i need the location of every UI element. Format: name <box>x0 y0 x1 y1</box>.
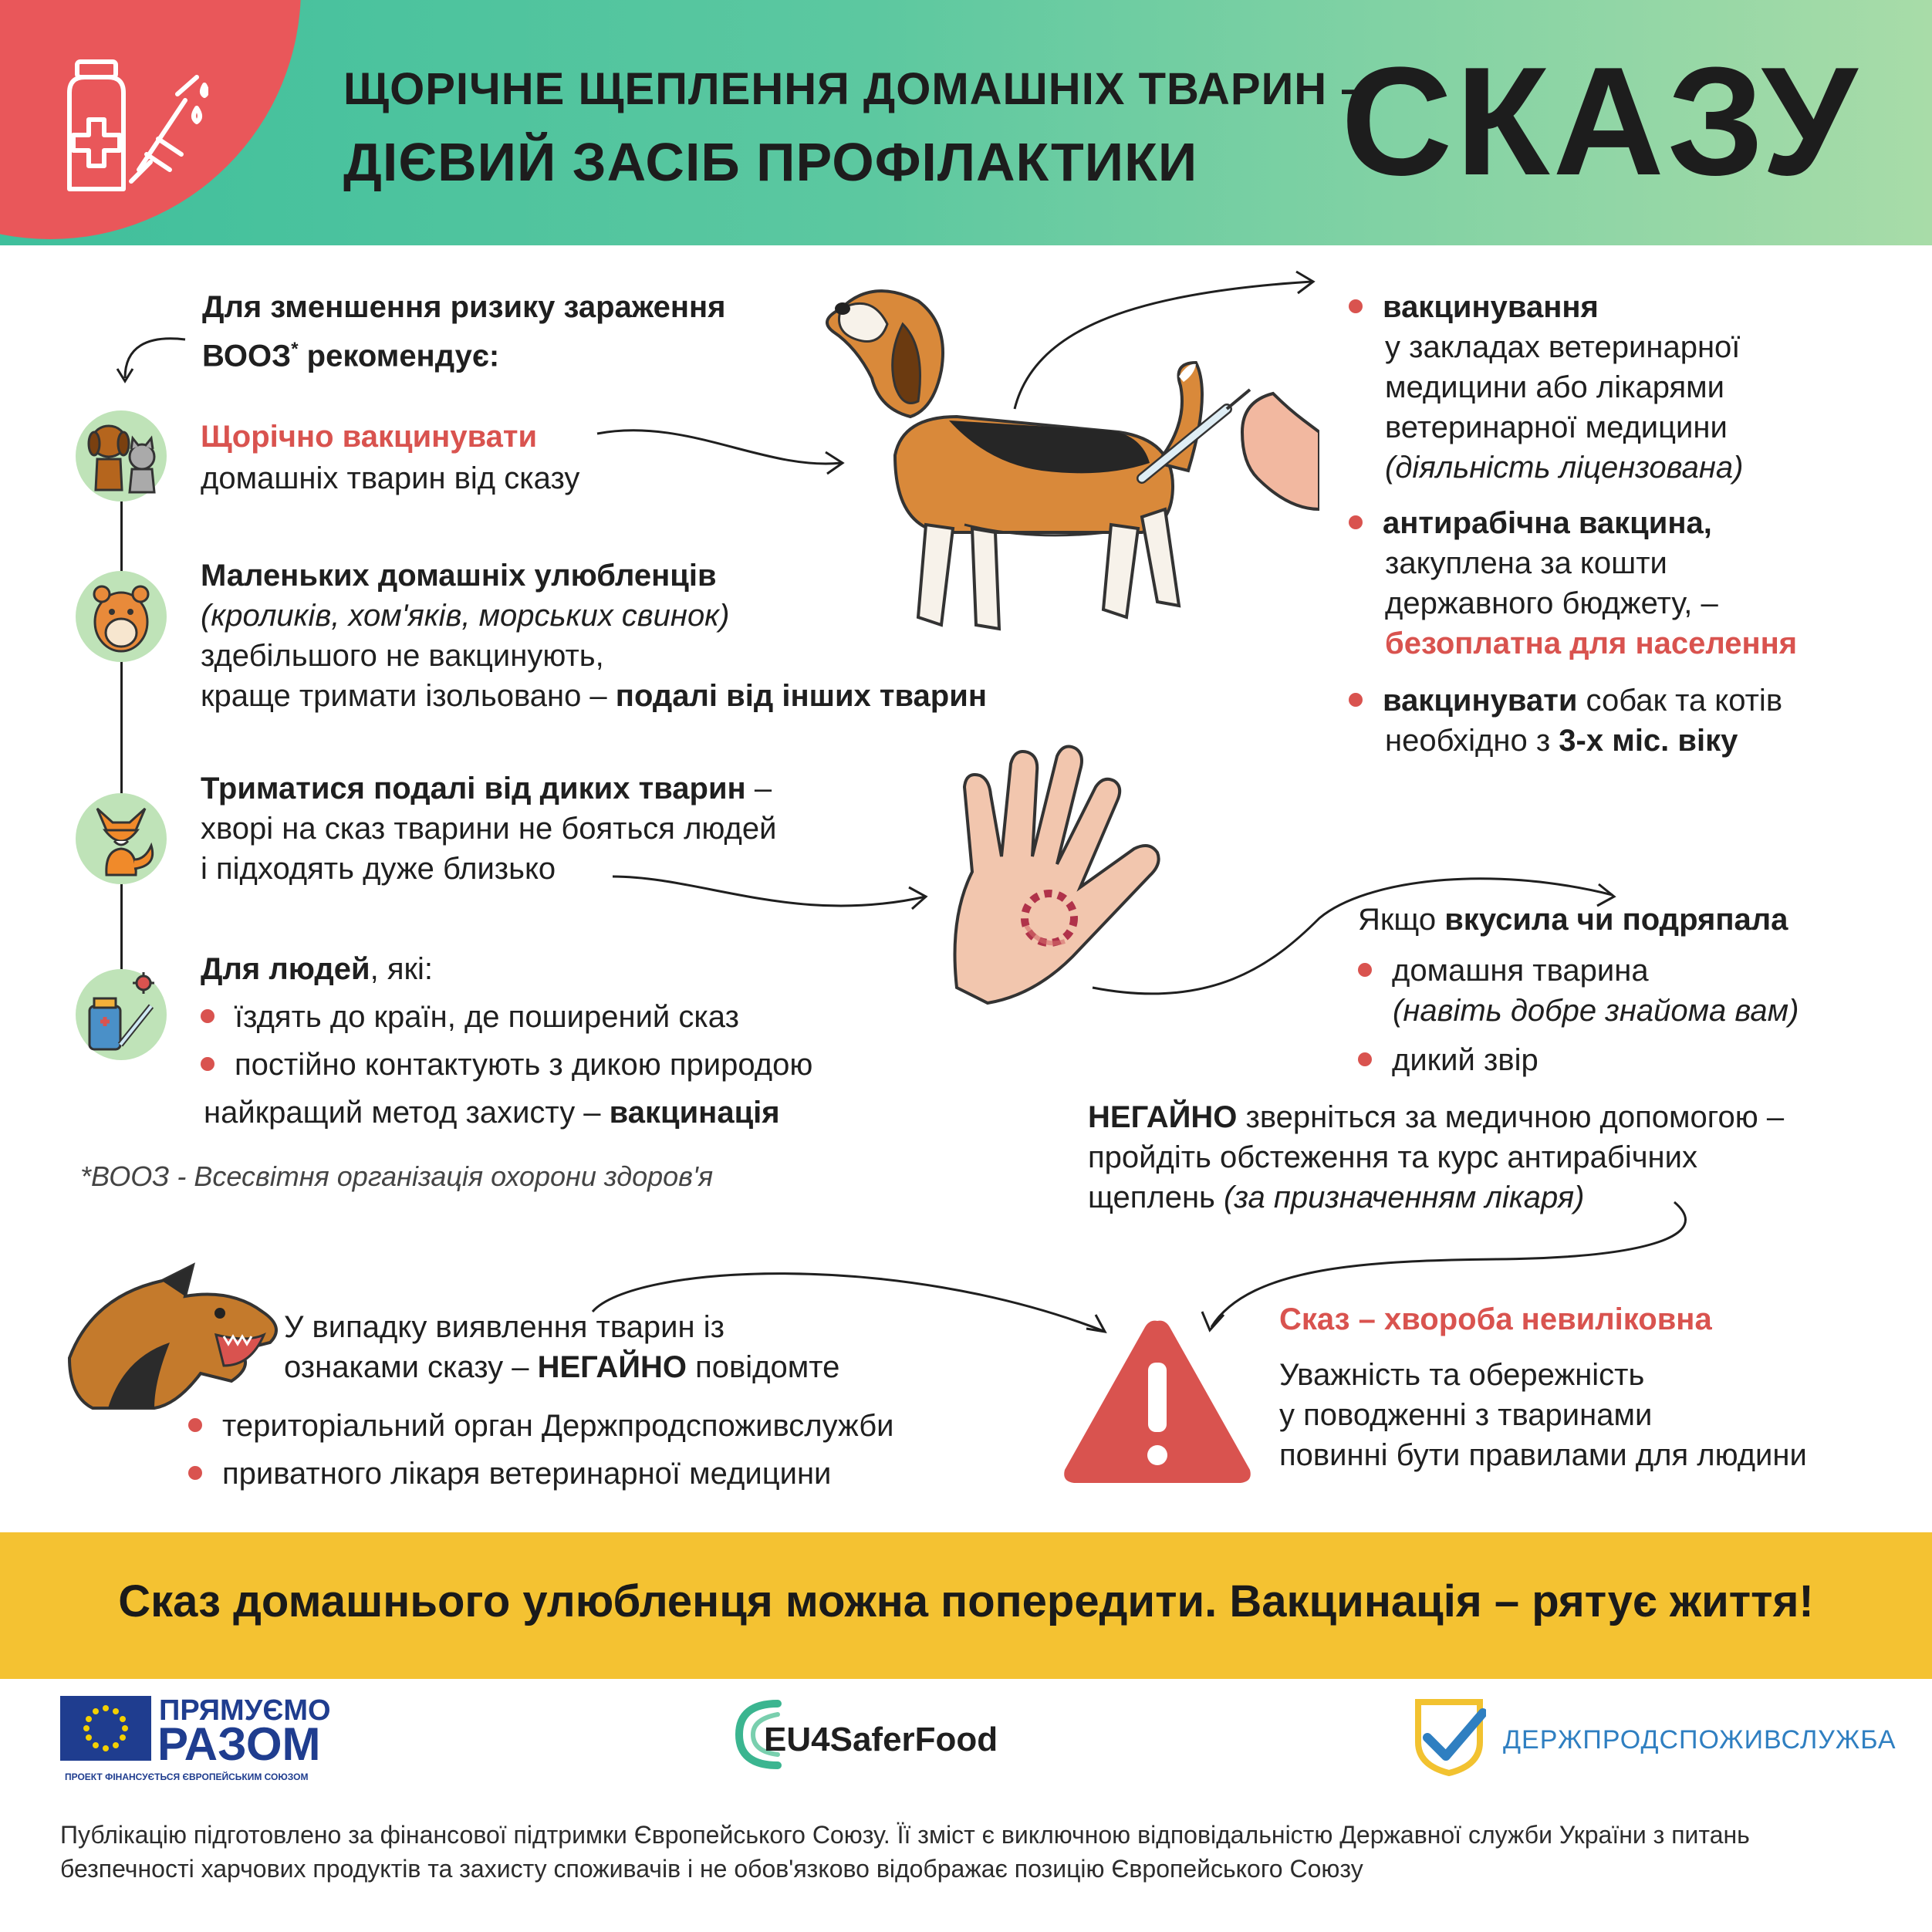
arrow-to-dog <box>594 401 864 478</box>
report-line1: У випадку виявлення тварин із <box>284 1310 724 1344</box>
logo-pryamuemo-line2: РАЗОМ <box>157 1718 321 1770</box>
item3-title: Триматися подалі від диких тварин – <box>201 772 772 806</box>
dog-cat-icon <box>74 409 168 503</box>
item2-title: Маленьких домашніх улюбленців <box>201 559 717 593</box>
dps-shield-check-icon <box>1412 1696 1486 1776</box>
bite-bullet1: домашня тварина <box>1358 951 1649 991</box>
bullet-dot <box>201 1057 214 1071</box>
right-bullet1-l3: медицини або лікарями <box>1385 370 1725 404</box>
urgent-line3: щеплень (за призначенням лікаря) <box>1088 1180 1585 1214</box>
disclaimer-text: Публікацію підготовлено за фінансової підтримки Європейського Союзу. Її зміст є виключною відповідальністю Державної служби України з питань безпечності харчових продуктів та захисту споживачів і не обов'язково відображає позицію Європейського Союзу <box>60 1821 1750 1883</box>
arrow-to-hand <box>610 864 941 941</box>
logo-dps: ДЕРЖПРОДСПОЖИВСЛУЖБА <box>1503 1725 1897 1755</box>
report-bullet1: територіальний орган Держпродспоживслужби <box>188 1406 894 1447</box>
slogan-text: Сказ домашнього улюбленця можна попередити. Вакцинація – рятує життя! <box>118 1576 1814 1626</box>
logo-pryamuemo-line1: ПРЯМУЄМО <box>159 1694 331 1727</box>
right-bullet1-l5: (діяльність ліцензована) <box>1385 451 1744 485</box>
header-title-line1: ЩОРІЧНЕ ЩЕПЛЕННЯ ДОМАШНІХ ТВАРИН – <box>343 64 1366 114</box>
logo-eu4saferfood: EU4SaferFood <box>764 1721 998 1758</box>
aggressive-dog-illustration <box>62 1250 293 1412</box>
header-title-line2: ДІЄВИЙ ЗАСІБ ПРОФІЛАКТИКИ <box>343 132 1198 192</box>
right-bullet2-l4: безоплатна для населення <box>1385 627 1798 660</box>
warning-triangle-icon <box>1057 1312 1258 1489</box>
bite-bullet2: дикий звір <box>1358 1040 1539 1081</box>
right-bullet1-title: вакцинування <box>1349 287 1599 328</box>
vaccine-bottle-syringe-icon <box>54 54 208 201</box>
item4-title: Для людей, які: <box>201 952 434 986</box>
item4-bullet1: їздять до країн, де поширений сказ <box>201 997 739 1038</box>
item2-line4: краще тримати ізольовано – подалі від інших тварин <box>201 679 987 713</box>
right-bullet3: вакцинувати собак та котів <box>1349 681 1782 721</box>
fox-icon <box>74 792 168 886</box>
bullet-dot <box>1349 693 1363 707</box>
bullet-dot <box>188 1418 202 1432</box>
urgent-line2: пройдіть обстеження та курс антирабічних <box>1088 1140 1697 1174</box>
item4-bullet2: постійно контактують з дикою природою <box>201 1045 812 1086</box>
item4-protection: найкращий метод захисту – вакцинація <box>204 1096 780 1130</box>
bite-lead: Якщо вкусила чи подряпала <box>1358 903 1788 937</box>
incurable-line2: у поводженні з тваринами <box>1279 1398 1653 1432</box>
header-title-big: СКАЗУ <box>1341 35 1861 208</box>
item1-title: Щорічно вакцинувати <box>201 420 538 454</box>
item2-italic: (кроликів, хом'яків, морських свинок) <box>201 599 730 633</box>
right-bullet1-l2: у закладах ветеринарної <box>1385 330 1741 364</box>
item2-line3: здебільшого не вакцинують, <box>201 639 604 673</box>
incurable-title: Сказ – хвороба невиліковна <box>1279 1302 1712 1336</box>
item3-line3: і підходять дуже близько <box>201 852 556 886</box>
bullet-dot <box>1358 963 1372 977</box>
bullet-dot <box>1349 299 1363 313</box>
timeline-line <box>120 463 123 1018</box>
report-bullet2: приватного лікаря ветеринарної медицини <box>188 1454 831 1495</box>
logo-pryamuemo-sub: ПРОЕКТ ФІНАНСУЄТЬСЯ ЄВРОПЕЙСЬКИМ СОЮЗОМ <box>65 1772 309 1782</box>
footnote: *ВООЗ - Всесвітня організація охорони здоров'я <box>80 1160 714 1192</box>
report-line2: ознаками сказу – НЕГАЙНО повідомте <box>284 1350 840 1384</box>
right-bullet2-l2: закуплена за кошти <box>1385 546 1667 580</box>
eu-flag-icon <box>60 1696 151 1761</box>
hamster-icon <box>74 569 168 664</box>
right-bullet3-l2: необхідно з 3-х міс. віку <box>1385 724 1738 758</box>
intro-line1: Для зменшення ризику зараження <box>202 290 726 324</box>
urgent-line1: НЕГАЙНО зверніться за медичною допомогою – <box>1088 1100 1785 1134</box>
item1-text: домашніх тварин від сказу <box>201 461 580 495</box>
vaccine-virus-icon <box>74 968 168 1062</box>
incurable-line1: Уважність та обережність <box>1279 1358 1645 1392</box>
arrow-to-warning <box>586 1258 1126 1343</box>
item3-line2: хворі на сказ тварини не бояться людей <box>201 812 777 846</box>
bullet-dot <box>1358 1052 1372 1066</box>
intro-arrow <box>108 324 193 393</box>
right-bullet2-l3: державного бюджету, – <box>1385 586 1718 620</box>
incurable-line3: повинні бути правилами для людини <box>1279 1438 1807 1472</box>
right-bullet1-l4: ветеринарної медицини <box>1385 410 1728 444</box>
bullet-dot <box>201 1009 214 1023</box>
arrow-to-right-list <box>1003 262 1327 417</box>
bite-bullet1-italic: (навіть добре знайома вам) <box>1393 994 1799 1028</box>
bullet-dot <box>188 1466 202 1480</box>
right-bullet2-title: антирабічна вакцина, <box>1349 503 1712 544</box>
bullet-dot <box>1349 515 1363 529</box>
intro-line2: ВООЗ* рекомендує: <box>202 339 500 373</box>
